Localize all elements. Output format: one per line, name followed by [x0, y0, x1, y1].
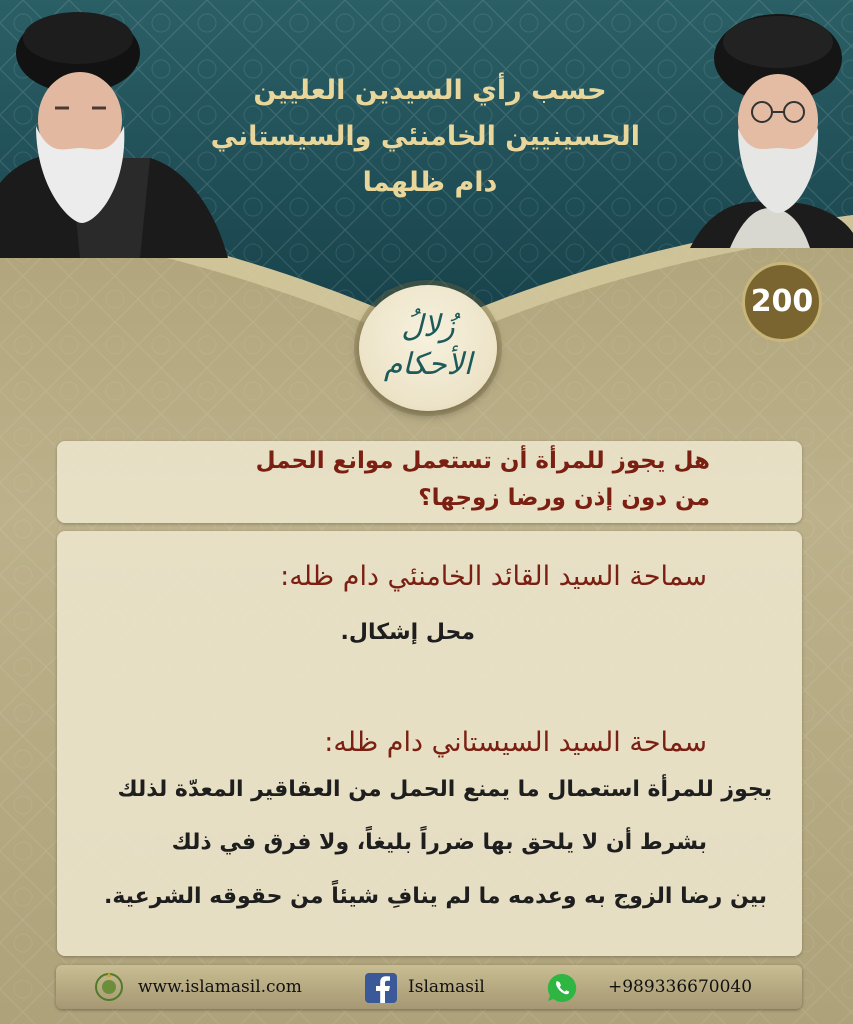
header-title-line: حسب رأي السيدين العليين: [253, 75, 607, 106]
logo-line: زُلالُ: [401, 309, 455, 344]
logo-line: الأحكام: [383, 347, 473, 382]
header-title-line: دام ظلهما: [362, 167, 498, 198]
emblem-icon: [92, 969, 126, 1005]
answer-heading-sistani: سماحة السيد السيستاني دام ظله:: [324, 727, 707, 758]
header-title: [210, 68, 640, 206]
phone-number[interactable]: +989336670040: [608, 977, 753, 997]
question-text: [110, 443, 710, 517]
right-portrait: [690, 8, 853, 248]
answer-heading-khamenei: سماحة السيد القائد الخامنئي دام ظله:: [280, 561, 707, 592]
footer-bar: [56, 965, 802, 1009]
facebook-icon[interactable]: [365, 973, 397, 1003]
whatsapp-icon[interactable]: [546, 972, 578, 1004]
question-line: من دون إذن ورضا زوجها؟: [418, 485, 710, 511]
answer-text-khamenei: محل إشكال.: [340, 620, 475, 645]
answers-panel: [57, 531, 802, 956]
left-portrait: [0, 8, 230, 258]
website-link[interactable]: www.islamasil.com: [138, 977, 302, 997]
question-line: هل يجوز للمرأة أن تستعمل موانع الحمل: [255, 448, 710, 474]
question-panel: [57, 441, 802, 523]
issue-number-badge: 200: [742, 262, 822, 342]
facebook-link[interactable]: Islamasil: [408, 977, 485, 997]
answer-text-sistani-line: بين رضا الزوج به وعدمه ما لم ينافِ شيئاً من حقوقه الشرعية.: [103, 884, 767, 909]
header-title-line: الحسينيين الخامنئي والسيستاني: [210, 121, 640, 152]
brand-logo: [359, 285, 497, 411]
answer-text-sistani-line: بشرط أن لا يلحق بها ضرراً بليغاً، ولا فرق في ذلك: [171, 830, 707, 855]
answer-text-sistani-line: يجوز للمرأة استعمال ما يمنع الحمل من العقاقير المعدّة لذلك: [117, 777, 772, 802]
